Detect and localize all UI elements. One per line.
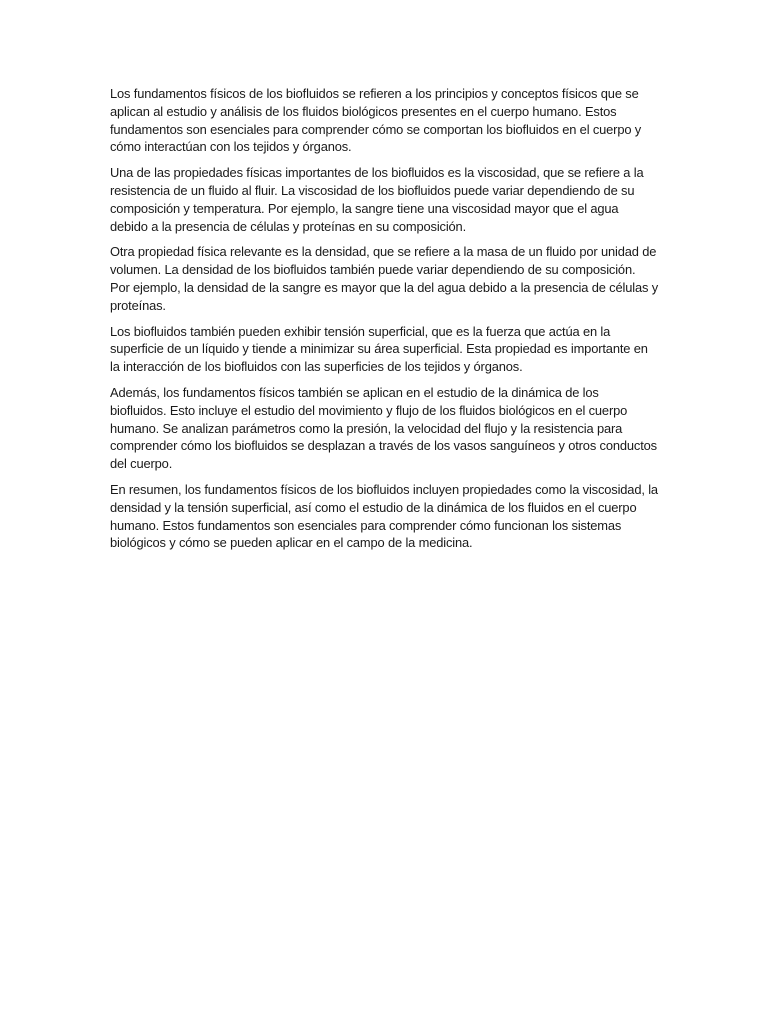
paragraph: Además, los fundamentos físicos también se aplican en el estudio de la dinámica de los biofluidos. Esto incluye el estudio del movimiento y flujo de los fluidos biológicos en el cuerpo humano. Se analizan parámetros como la presión, la velocidad del flujo y la resistencia para comprender cómo los biofluidos se desplazan a través de los vasos sanguíneos y otros conductos del cuerpo. xyxy=(110,384,657,472)
document-body xyxy=(110,85,658,560)
paragraph: En resumen, los fundamentos físicos de los biofluidos incluyen propiedades como la viscosidad, la densidad y la tensión superficial, así como el estudio de la dinámica de los fluidos en el cuerpo humano. Estos fundamentos son esenciales para comprender cómo funcionan los sistemas biológicos y cómo se pueden aplicar en el campo de la medicina. xyxy=(110,481,658,551)
paragraph: Otra propiedad física relevante es la densidad, que se refiere a la masa de un fluido por unidad de volumen. La densidad de los biofluidos también puede variar dependiendo de su composición. Por ejemplo, la densidad de la sangre es mayor que la del agua debido a la presencia de células y proteínas. xyxy=(110,244,658,313)
paragraph: Una de las propiedades físicas importantes de los biofluidos es la viscosidad, que se refiere a la resistencia de un fluido al fluir. La viscosidad de los biofluidos puede variar dependiendo de su composición y temperatura. Por ejemplo, la sangre tiene una viscosidad mayor que el agua debido a la presencia de células y proteínas en su composición. xyxy=(110,165,644,234)
paragraph: Los biofluidos también pueden exhibir tensión superficial, que es la fuerza que actúa en la superficie de un líquido y tiende a minimizar su área superficial. Esta propiedad es importante en la interacción de los biofluidos con las superficies de los tejidos y órganos. xyxy=(110,323,648,375)
paragraph: Los fundamentos físicos de los biofluidos se refieren a los principios y conceptos físicos que se aplican al estudio y análisis de los fluidos biológicos presentes en el cuerpo humano. Estos fundamentos son esenciales para comprender cómo se comportan los biofluidos en el cuerpo y cómo interactúan con los tejidos y órganos. xyxy=(110,86,642,155)
